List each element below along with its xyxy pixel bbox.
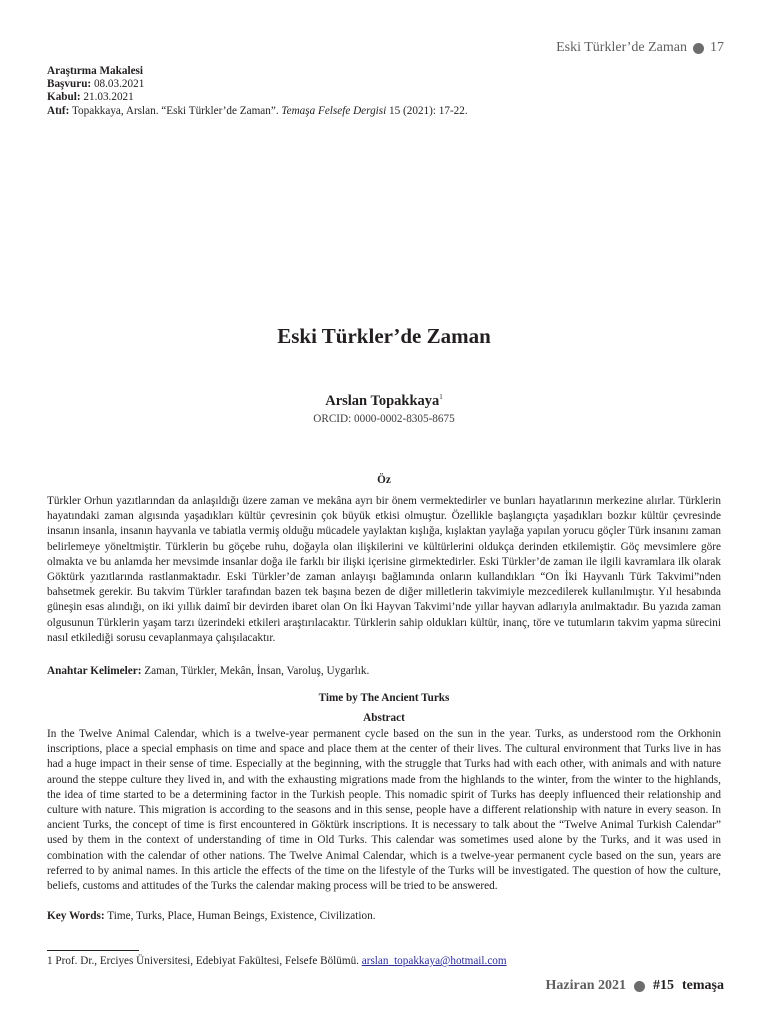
oz-keywords-label: Anahtar Kelimeler: [47, 665, 142, 677]
journal-brand: temaşa [682, 978, 724, 993]
running-title: Eski Türkler’de Zaman [556, 40, 687, 55]
article-title: Eski Türkler’de Zaman [277, 324, 491, 348]
accepted-label: Kabul: [47, 91, 81, 104]
abstract-text: In the Twelve Animal Calendar, which is a twelve-year permanent cycle based on the sun in the year. Turks, as understood rom the Orkhonin inscriptions, place a special emphasis on time and space and place them at the center of their lives. The cultural environment that Turks live in has had a huge impact in their sense of time. Especially at the beginning, with the struggle that Turks had with each other, with animals and with nature around the steppe culture they lived in, and with the exhausting migrations made from the highlands to the winter, from the winter to the highlands, the idea of time started to be a determining factor in the Turkish people. This nomadic spirit of Turks has deeply influenced their relationship and culture with nature. This migration is according to the seasons and in this sense, people have a different relationship with nature in every season. In ancient Turks, the concept of time is first encountered in Göktürk inscriptions. It is necessary to talk about the “Twelve Animal Turkish Calendar” used by them in the context of understanding of time in Old Turks. This calendar was sometimes used alone by the Turks, and it was used in combination with the calendar of other nations. The Twelve Animal Calendar, which is a twelve-year permanent cycle based on the sun, years are referred to by animal names. In this article the effects of the time on the lifestyle of the Turks will be investigated. The question of how the culture, beliefs, customs and attitudes of the Turks the calendar making process will be tried to be answered. [47, 728, 721, 893]
author-footnote-mark: 1 [439, 393, 443, 401]
oz-keywords [47, 664, 721, 679]
footnote-text: 1 Prof. Dr., Erciyes Üniversitesi, Edebiyat Fakültesi, Felsefe Bölümü. [47, 955, 359, 967]
article-type: Araştırma Makalesi [47, 65, 144, 77]
english-title: Time by The Ancient Turks [318, 692, 450, 704]
abstract-keywords [47, 909, 721, 924]
author-name: Arslan Topakkaya [325, 393, 440, 409]
oz-heading: Öz [377, 474, 391, 486]
footnote-divider [47, 950, 139, 951]
oz-text: Türkler Orhun yazıtlarından da anlaşıldığı üzere zaman ve mekâna ayrı bir önem vermektedirler ve bunları hayatlarının merkezine alırlar. Türklerin hayatındaki zaman algısında yaşadıkları kültür çevresinin çok büyük etkisi olmuştur. Özellikle başlangıçta yaşadıkları bozkır kültür çevresinde insanın insanla, insanın hayvanla ve tabiatla vermiş olduğu mücadele yaylaktan kışlığa, kışlaktan yaylağa yapılan yorucu göçler Türk insanını zaman belirlemeye yöneltmiştir. Türklerin bu göçebe ruhu, doğayla olan ilişkilerini ve kültürlerini oldukça derinden etkilemiştir. Göç mevsimlere göre olmakta ve bu anlamda her mevsimde insanlar doğa ile farklı bir ilişki içerisine girmektedirler. Eski Türkler’de zaman ile ilgili kavramlara ilk olarak Göktürk yazıtlarında rastlanmaktadır. Eski Türkler’de zaman anlayışı bağlamında onların kullandıkları “On İki Hayvanlı Türk Takvimi”nden bahsetmek gerekir. Bu takvim Türkler tarafından bazen tek başına bezen de diğer milletlerin takvimiyle mezcedilerek kullanılmıştır. Yıl hesabında güneşin esas alındığı, on iki yıllık daimî bir devirden ibaret olan On İki Hayvan Takvimi’nde yıllar hayvan adlarıyla anılmaktadır. Bu yazıda zaman olgusunun Türklerin yaşam tarzı üzerindeki etkileri araştırılacaktır. Türklerin sahip oldukları kültür, inanç, töre ve tutumların takvim yapma sürecini nasıl etkilediği sorusu cevaplanmaya çalışılacaktır. [47, 495, 721, 644]
orcid: ORCID: 0000-0002-8305-8675 [313, 413, 455, 425]
bullet-dot-icon [634, 981, 645, 992]
page-footer [546, 978, 725, 994]
bullet-dot-icon [693, 43, 704, 54]
submitted-label: Başvuru: [47, 78, 92, 91]
accepted-date: 21.03.2021 [83, 91, 134, 104]
submitted-date: 08.03.2021 [93, 78, 145, 91]
page-number: 17 [710, 40, 724, 55]
abstract-keywords-label: Key Words: [47, 910, 105, 922]
abstract-keywords-list: Time, Turks, Place, Human Beings, Existence, Civilization. [107, 910, 376, 922]
running-header [556, 40, 724, 56]
cite-rest: 15 (2021): 17-22. [389, 104, 468, 117]
cite-label: Atıf: [47, 104, 70, 117]
issue-date: Haziran 2021 [545, 978, 626, 993]
cite-journal: Temaşa Felsefe Dergisi [281, 104, 387, 117]
author-line [0, 393, 768, 410]
cite-text: Topakkaya, Arslan. “Eski Türkler’de Zaman”. [71, 104, 279, 117]
article-meta [47, 65, 468, 118]
footnote [47, 955, 507, 967]
oz-keywords-list: Zaman, Türkler, Mekân, İnsan, Varoluş, Uygarlık. [144, 665, 370, 677]
issue-number: #15 [653, 978, 674, 993]
author-email-link[interactable]: arslan_topakkaya@hotmail.com [361, 955, 507, 967]
abstract-heading: Abstract [363, 712, 405, 724]
